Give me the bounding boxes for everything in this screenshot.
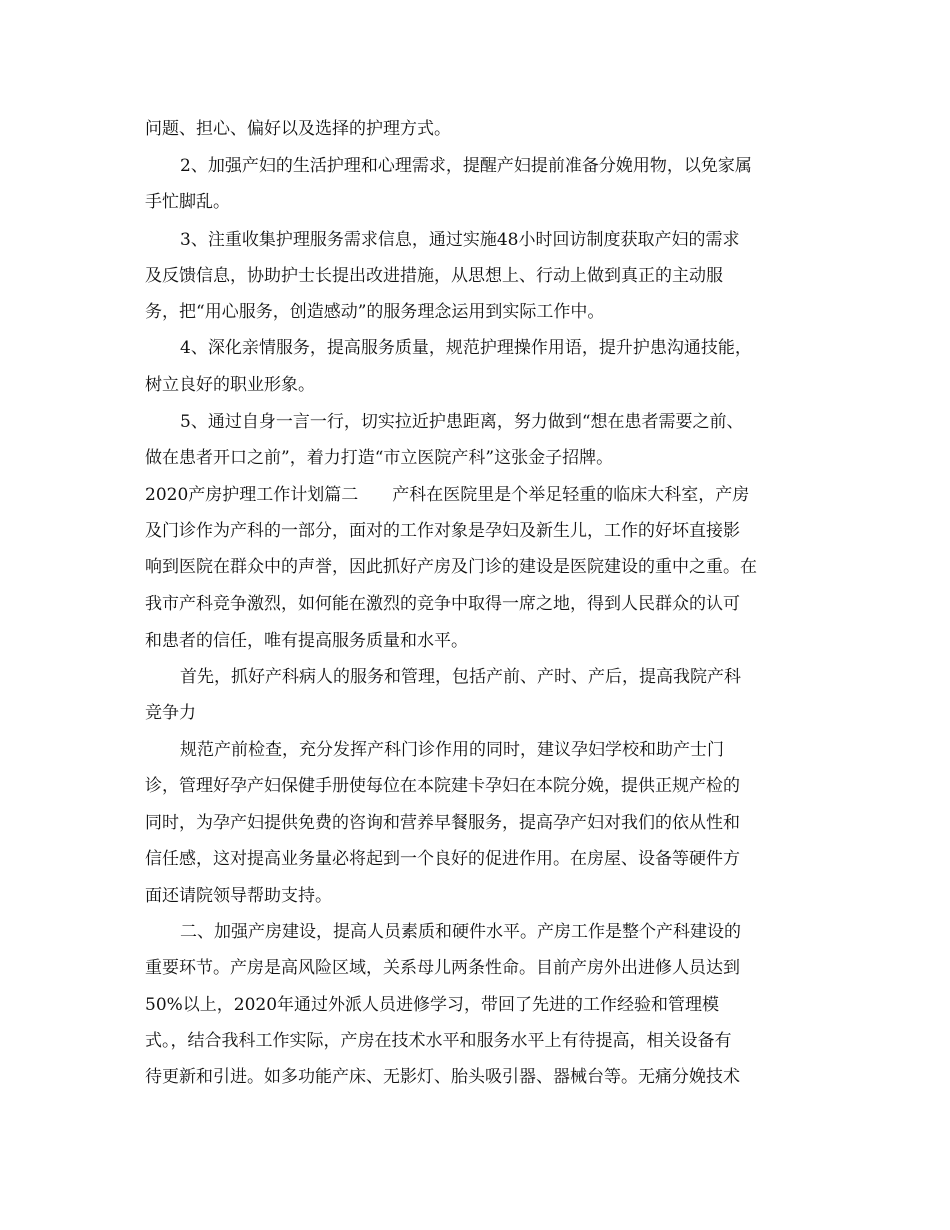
text-line: 2、加强产妇的生活护理和心理需求，提醒产妇提前准备分娩用物，以免家属 xyxy=(180,156,752,176)
text-line: 同时，为孕产妇提供免费的咨询和营养早餐服务，提高孕产妇对我们的依从性和 xyxy=(145,813,740,833)
text-line: 及反馈信息，协助护士长提出改进措施，从思想上、行动上做到真正的主动服 xyxy=(145,266,723,286)
text-line: 重要环节。产房是高风险区域，关系母儿两条性命。目前产房外出进修人员达到 xyxy=(145,958,740,978)
text-line: 树立良好的职业形象。 xyxy=(145,375,315,395)
text-line: 竞争力 xyxy=(145,703,196,723)
text-line: 面还请院领导帮助支持。 xyxy=(145,886,332,906)
text-line: 规范产前检查，充分发挥产科门诊作用的同时，建议孕妇学校和助产士门 xyxy=(180,740,724,760)
text-line: 响到医院在群众中的声誉，因此抓好产房及门诊的建设是医院建设的重中之重。在 xyxy=(145,557,757,577)
text-line: 和患者的信任，唯有提高服务质量和水平。 xyxy=(145,631,468,651)
text-line: 问题、担心、偏好以及选择的护理方式。 xyxy=(145,119,451,139)
text-line: 首先，抓好产科病人的服务和管理，包括产前、产时、产后，提高我院产科 xyxy=(180,667,741,687)
text-line: 4、深化亲情服务，提高服务质量，规范护理操作用语，提升护患沟通技能， xyxy=(180,338,752,358)
text-line: 及门诊作为产科的一部分，面对的工作对象是孕妇及新生儿，工作的好坏直接影 xyxy=(145,521,740,541)
text-line: 诊，管理好孕产妇保健手册使每位在本院建卡孕妇在本院分娩，提供正规产检的 xyxy=(145,776,740,796)
text-line: 务，把“用心服务，创造感动”的服务理念运用到实际工作中。 xyxy=(145,302,605,322)
text-line: 二、加强产房建设，提高人员素质和硬件水平。产房工作是整个产科建设的 xyxy=(180,922,741,942)
text-line: 5、通过自身一言一行，切实拉近护患距离，努力做到“想在患者需要之前、 xyxy=(180,412,744,432)
text-line: 我市产科竞争激烈，如何能在激烈的竞争中取得一席之地，得到人民群众的认可 xyxy=(145,594,740,614)
text-line: 待更新和引进。如多功能产床、无影灯、胎头吸引器、器械台等。无痛分娩技术 xyxy=(145,1067,740,1087)
text-line: 50%以上，2020年通过外派人员进修学习，带回了先进的工作经验和管理模 xyxy=(145,995,720,1015)
text-line: 做在患者开口之前”，着力打造“市立医院产科”这张金子招牌。 xyxy=(145,448,614,468)
text-line: 3、注重收集护理服务需求信息，通过实施48小时回访制度获取产妇的需求 xyxy=(180,230,740,250)
text-line: 2020产房护理工作计划篇二 产科在医院里是个举足轻重的临床大科室，产房 xyxy=(145,485,750,505)
text-line: 信任感，这对提高业务量必将起到一个良好的促进作用。在房屋、设备等硬件方 xyxy=(145,849,740,869)
text-line: 式。，结合我科工作实际，产房在技术水平和服务水平上有待提高，相关设备有 xyxy=(145,1031,732,1051)
text-line: 手忙脚乱。 xyxy=(145,192,230,212)
